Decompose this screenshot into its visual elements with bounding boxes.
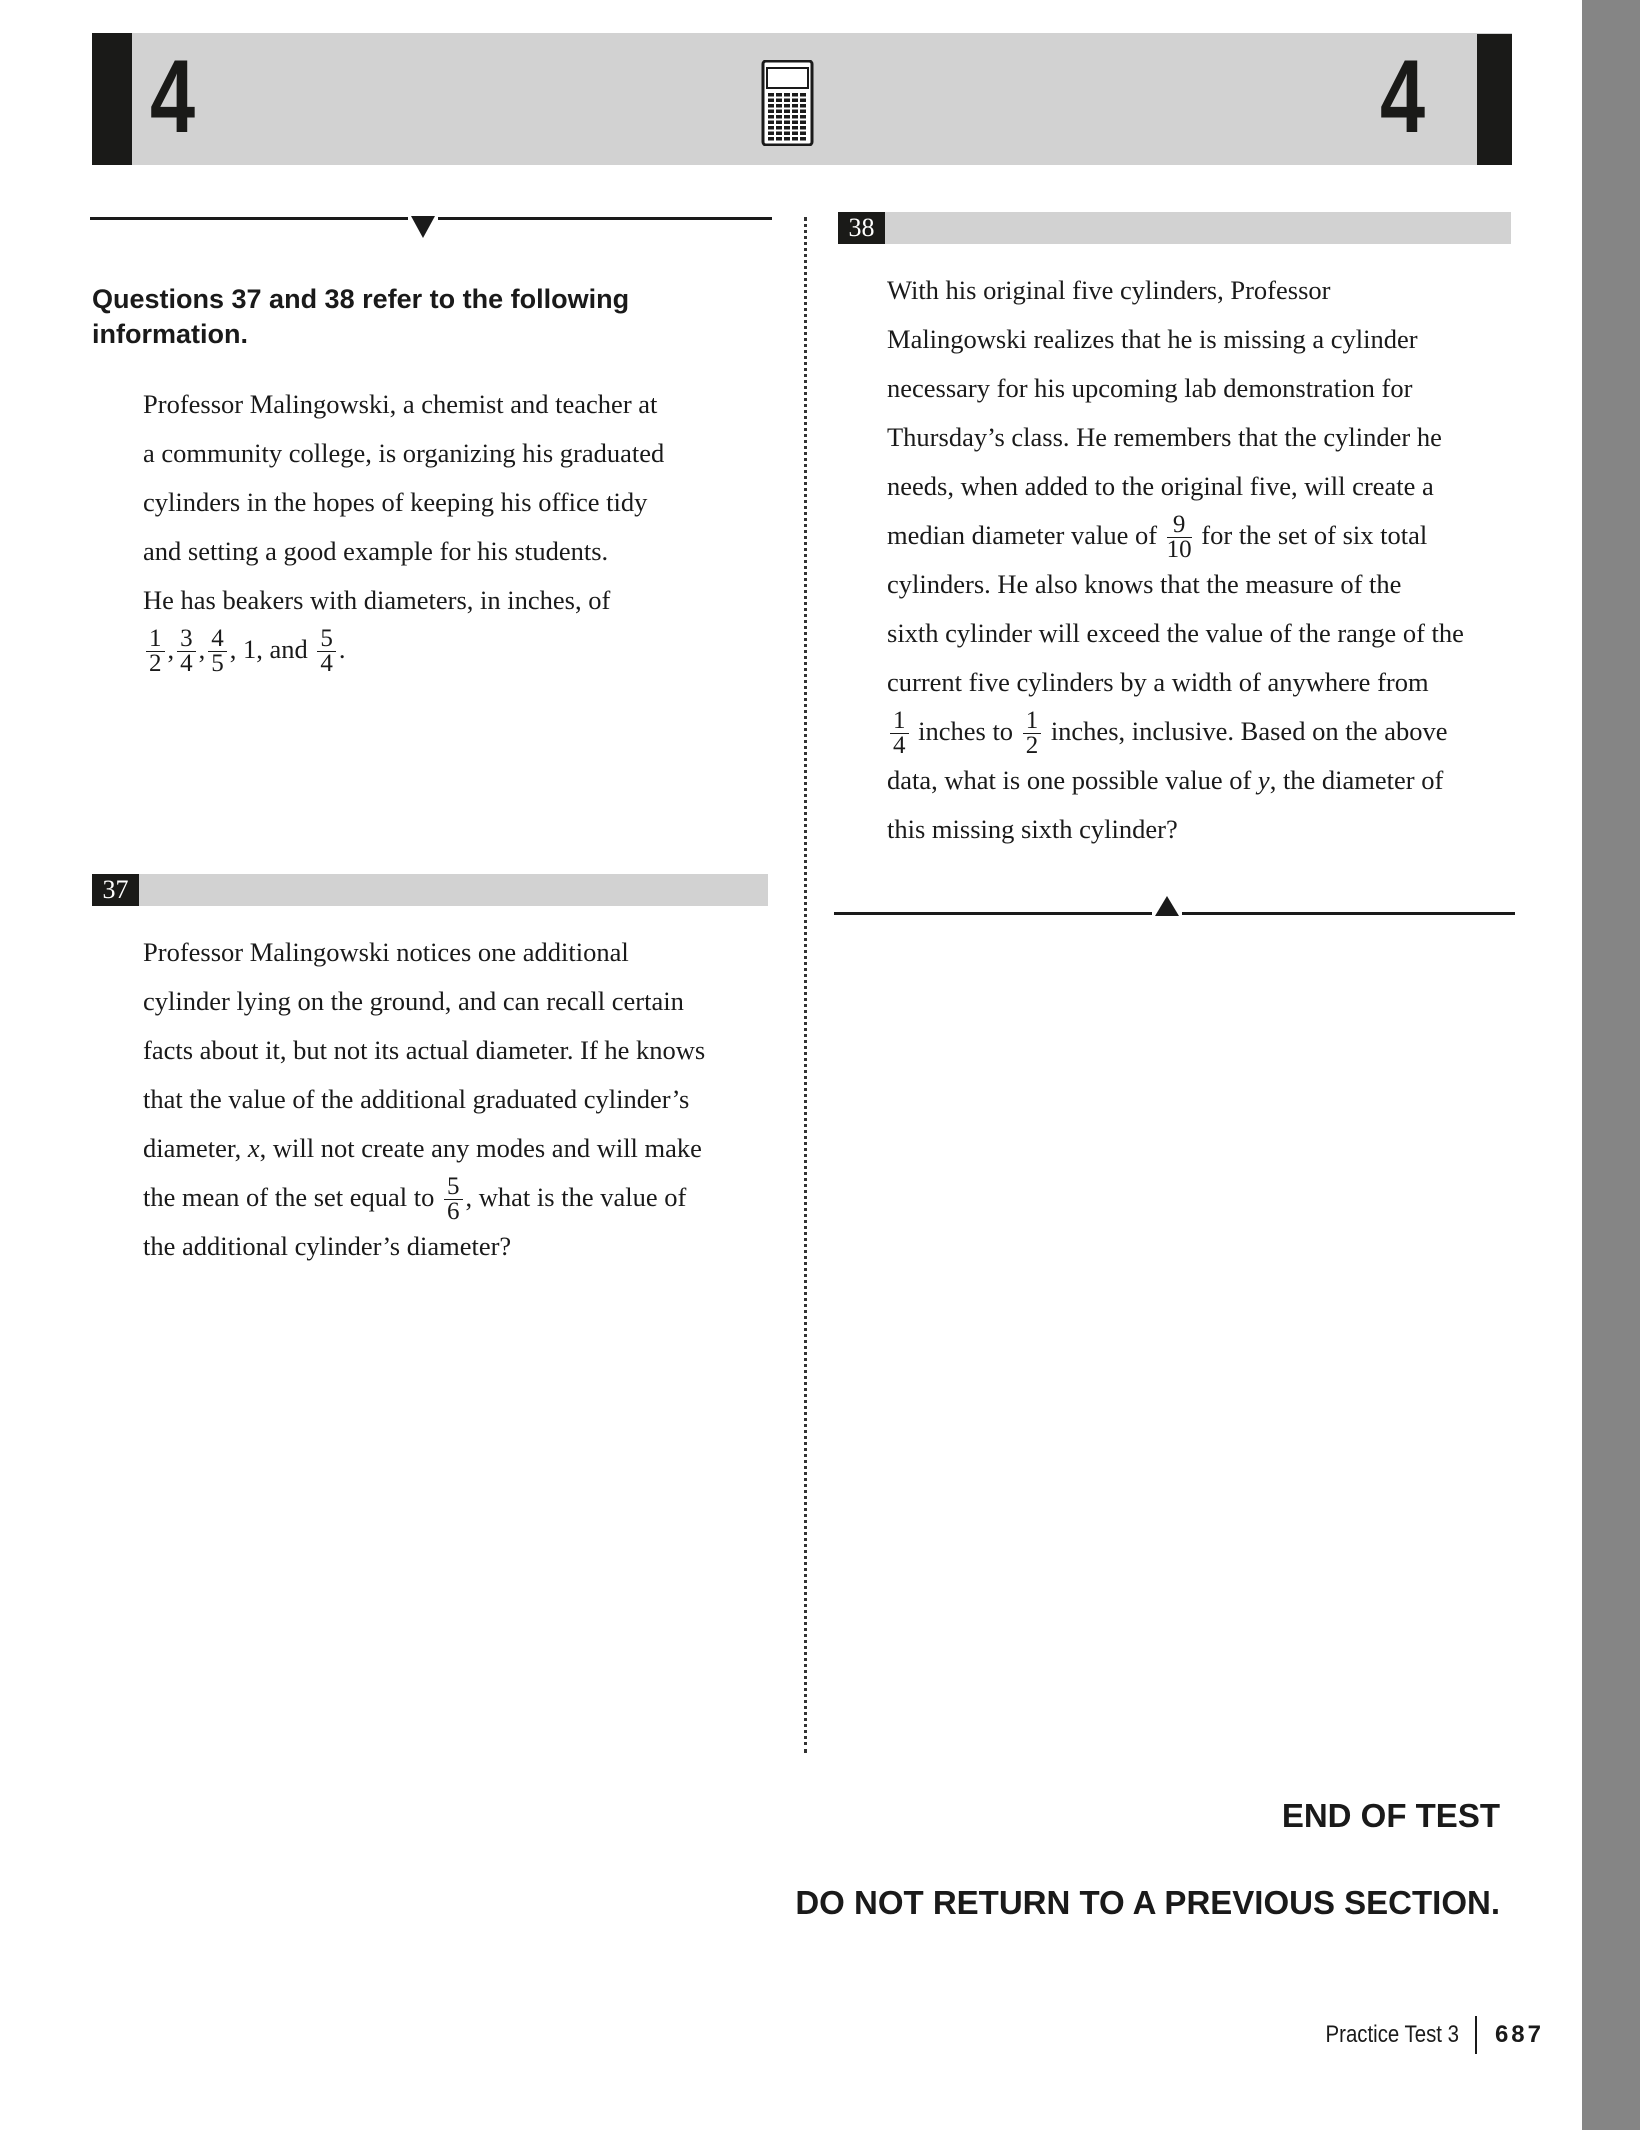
text-segment: He has beakers with diameters, in inches, of	[143, 585, 611, 615]
question-38-text	[887, 266, 1464, 854]
calculator-key	[768, 93, 774, 97]
numerator: 3	[177, 627, 196, 652]
text-segment: the mean of the set equal to	[143, 1182, 442, 1212]
text-segment: necessary for his upcoming lab demonstration for	[887, 373, 1413, 403]
denominator: 4	[320, 650, 333, 678]
text-line	[143, 625, 664, 678]
end-rule-right	[1182, 912, 1515, 915]
calculator-key	[792, 126, 798, 130]
calculator-key	[776, 121, 782, 125]
page-number: 687	[1494, 2021, 1544, 2048]
text-line	[887, 315, 1464, 364]
calculator-key	[800, 137, 806, 141]
text-segment: for the set of six total	[1194, 520, 1428, 550]
text-segment: facts about it, but not its actual diameter. If he knows	[143, 1035, 706, 1065]
calculator-key	[792, 121, 798, 125]
calculator-key	[768, 137, 774, 141]
fraction	[208, 627, 227, 676]
calculator-key	[792, 132, 798, 136]
numerator: 5	[444, 1175, 463, 1200]
text-line	[143, 380, 664, 429]
calculator-key	[768, 115, 774, 119]
denominator: 10	[1166, 536, 1192, 564]
calculator-key	[784, 132, 790, 136]
calculator-key	[768, 121, 774, 125]
section-number-right: 4	[1380, 39, 1426, 155]
footer-divider	[1475, 2016, 1477, 2054]
header-bar-right	[1477, 34, 1512, 165]
variable: x	[247, 1133, 260, 1163]
text-segment: and setting a good example for his students.	[143, 536, 609, 566]
calculator-key	[776, 99, 782, 103]
calculator-key	[784, 104, 790, 108]
calculator-key	[784, 99, 790, 103]
calculator-key	[792, 110, 798, 114]
calculator-key	[776, 115, 782, 119]
calculator-key	[768, 104, 774, 108]
question-38-bar	[838, 212, 1511, 244]
text-segment: cylinders. He also knows that the measure of the	[887, 569, 1402, 599]
calculator-key	[768, 110, 774, 114]
text-segment: Professor Malingowski, a chemist and teacher at	[143, 389, 658, 419]
text-segment: , the diameter of	[1269, 765, 1444, 795]
text-segment: sixth cylinder will exceed the value of the range of the	[887, 618, 1464, 648]
calculator-key	[792, 99, 798, 103]
variable: y	[1257, 765, 1270, 795]
triangle-down-icon	[411, 216, 435, 238]
text-line	[143, 1222, 705, 1271]
calculator-key	[800, 132, 806, 136]
text-segment: diameter,	[143, 1133, 248, 1163]
denominator: 6	[447, 1198, 460, 1226]
text-line	[143, 1075, 705, 1124]
numerator: 1	[146, 627, 165, 652]
intro-passage	[143, 380, 665, 678]
text-segment: Thursday’s class. He remembers that the cylinder he	[887, 422, 1442, 452]
text-segment: With his original five cylinders, Professor	[887, 275, 1331, 305]
text-segment: the additional cylinder’s diameter?	[143, 1231, 512, 1261]
calculator-icon	[761, 60, 814, 146]
fraction	[146, 627, 165, 676]
text-line	[143, 576, 664, 625]
calculator-key	[776, 126, 782, 130]
end-of-test: END OF TEST	[1281, 1797, 1500, 1834]
fraction	[444, 1175, 463, 1224]
text-line	[887, 756, 1464, 805]
calculator-key	[792, 137, 798, 141]
calculator-key	[768, 132, 774, 136]
fraction	[1023, 709, 1042, 758]
text-segment: ,	[198, 634, 206, 664]
calculator-key	[776, 110, 782, 114]
calculator-key	[792, 104, 798, 108]
text-line	[143, 429, 664, 478]
denominator: 2	[149, 650, 162, 678]
numerator: 5	[317, 627, 336, 652]
calculator-key	[800, 126, 806, 130]
question-number: 38	[838, 212, 885, 244]
end-rule-left	[834, 912, 1152, 915]
denominator: 4	[180, 650, 193, 678]
text-segment: that the value of the additional graduated cylinder’s	[143, 1084, 690, 1114]
text-segment: this missing sixth cylinder?	[887, 814, 1178, 844]
text-line	[143, 1173, 705, 1226]
intro-rule-left	[90, 217, 408, 220]
intro-heading-line: information.	[92, 319, 248, 349]
calculator-key	[776, 93, 782, 97]
calculator-key	[784, 115, 790, 119]
text-line	[887, 707, 1464, 760]
numerator: 1	[890, 709, 909, 734]
calculator-key	[768, 126, 774, 130]
text-line	[887, 805, 1464, 854]
text-segment: cylinders in the hopes of keeping his office tidy	[143, 487, 648, 517]
text-segment: needs, when added to the original five, will create a	[887, 471, 1434, 501]
text-line	[143, 527, 664, 576]
section-number-left: 4	[150, 39, 196, 155]
text-line	[887, 266, 1464, 315]
calculator-key	[792, 93, 798, 97]
text-line	[887, 658, 1464, 707]
text-segment: median diameter value of	[887, 520, 1164, 550]
text-segment: current five cylinders by a width of anywhere from	[887, 667, 1429, 697]
text-line	[887, 560, 1464, 609]
calculator-key	[800, 104, 806, 108]
calculator-key	[792, 115, 798, 119]
intro-rule-right	[438, 217, 772, 220]
text-segment: cylinder lying on the ground, and can recall certain	[143, 986, 684, 1016]
text-segment: data, what is one possible value of	[887, 765, 1258, 795]
question-number: 37	[92, 874, 139, 906]
footer-label: Practice Test 3	[1325, 2021, 1459, 2048]
text-segment: inches, inclusive. Based on the above	[1044, 716, 1448, 746]
calculator-key	[784, 93, 790, 97]
triangle-up-icon	[1155, 896, 1179, 916]
page-edge-strip	[1582, 0, 1640, 2130]
do-not-return-warning: DO NOT RETURN TO A PREVIOUS SECTION.	[795, 1884, 1500, 1921]
calculator-key	[800, 99, 806, 103]
header-bar-left	[92, 33, 132, 165]
question-37-text	[143, 928, 705, 1271]
page-footer	[1302, 2016, 1544, 2054]
text-segment: .	[338, 634, 346, 664]
column-divider	[804, 217, 807, 1753]
denominator: 5	[211, 650, 224, 678]
denominator: 4	[893, 732, 906, 760]
text-line	[887, 511, 1464, 564]
calculator-key	[784, 126, 790, 130]
calculator-key	[784, 110, 790, 114]
text-line	[143, 1124, 705, 1173]
calculator-key	[800, 110, 806, 114]
calculator-key	[800, 93, 806, 97]
intro-heading	[92, 282, 629, 352]
text-line	[143, 928, 705, 977]
text-segment: Malingowski realizes that he is missing a cylinder	[887, 324, 1418, 354]
text-segment: , what is the value of	[465, 1182, 687, 1212]
denominator: 2	[1025, 732, 1039, 760]
text-segment: a community college, is organizing his graduated	[143, 438, 665, 468]
question-37-bar	[92, 874, 768, 906]
text-segment: , 1, and	[229, 634, 315, 664]
text-segment: inches to	[911, 716, 1020, 746]
calculator-key	[776, 132, 782, 136]
intro-heading-line: Questions 37 and 38 refer to the following	[92, 284, 630, 314]
numerator: 1	[1023, 709, 1042, 734]
text-line	[143, 478, 664, 527]
calculator-key	[776, 104, 782, 108]
text-segment: , will not create any modes and will make	[259, 1133, 702, 1163]
fraction	[317, 627, 336, 676]
text-line	[887, 364, 1464, 413]
calculator-key	[768, 99, 774, 103]
calculator-key	[776, 137, 782, 141]
numerator: 9	[1167, 513, 1192, 538]
calculator-key	[784, 137, 790, 141]
numerator: 4	[208, 627, 227, 652]
text-line	[143, 977, 705, 1026]
text-segment: Professor Malingowski notices one additional	[143, 937, 629, 967]
fraction	[890, 709, 909, 758]
fraction	[177, 627, 196, 676]
text-line	[887, 413, 1464, 462]
calculator-key	[784, 121, 790, 125]
text-segment: ,	[167, 634, 175, 664]
text-line	[887, 609, 1464, 658]
text-line	[143, 1026, 705, 1075]
calculator-key	[800, 121, 806, 125]
calculator-key	[800, 115, 806, 119]
fraction	[1167, 513, 1192, 562]
text-line	[887, 462, 1464, 511]
